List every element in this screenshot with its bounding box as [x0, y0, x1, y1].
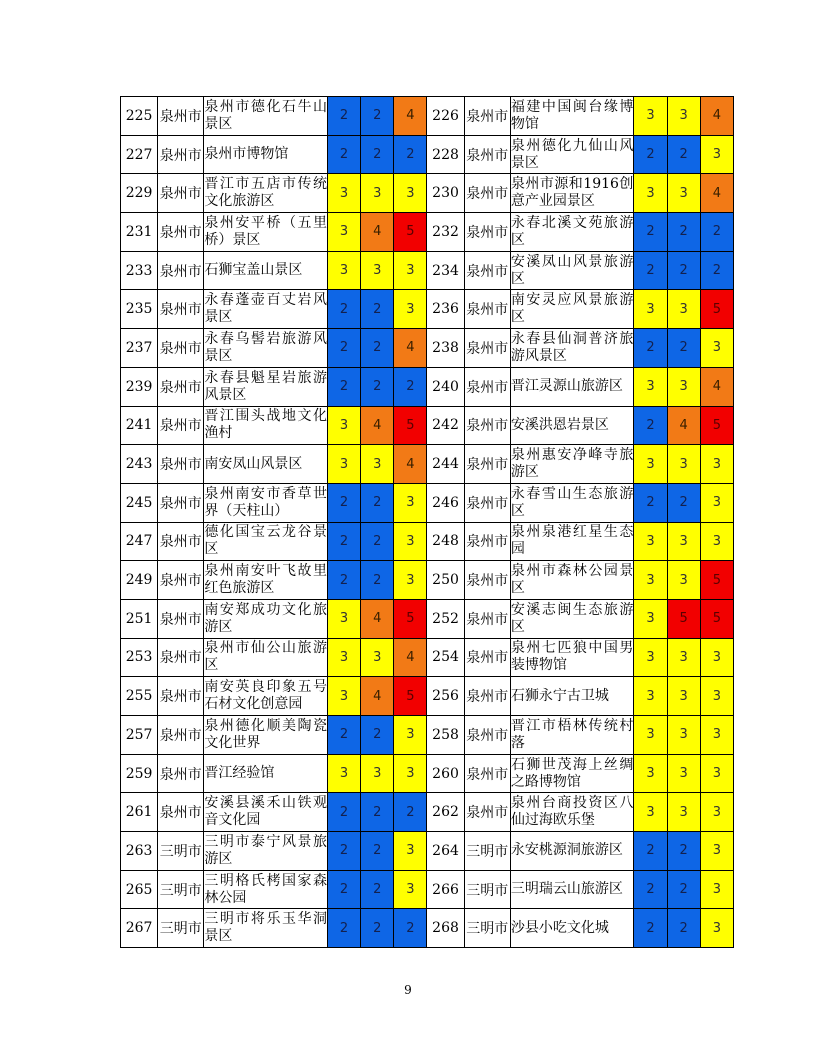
rating-cell: 2: [667, 213, 700, 252]
table-row: [121, 561, 734, 600]
rating-cell: 5: [667, 599, 700, 638]
rating-cell: 3: [327, 251, 360, 290]
rating-cell: 2: [394, 793, 427, 832]
entry-number: 249: [121, 561, 158, 600]
entry-number: 255: [121, 677, 158, 716]
rating-cell: 3: [700, 677, 733, 716]
rating-cell: 2: [327, 870, 360, 909]
rating-cell: 5: [394, 406, 427, 445]
entry-number: 234: [427, 251, 464, 290]
rating-cell: 2: [394, 367, 427, 406]
rating-cell: 3: [667, 638, 700, 677]
rating-cell: 2: [667, 483, 700, 522]
rating-cell: 2: [327, 367, 360, 406]
city-name: 泉州市: [464, 793, 510, 832]
rating-cell: 3: [700, 832, 733, 871]
scenic-area-name: 永春乌髻岩旅游风景区: [204, 329, 328, 368]
entry-number: 232: [427, 213, 464, 252]
city-name: 泉州市: [158, 522, 204, 561]
city-name: 泉州市: [158, 406, 204, 445]
table-row: [121, 522, 734, 561]
rating-cell: 3: [327, 213, 360, 252]
entry-number: 228: [427, 135, 464, 174]
rating-cell: 2: [361, 290, 394, 329]
city-name: 泉州市: [158, 174, 204, 213]
rating-cell: 2: [361, 832, 394, 871]
scenic-area-name: 永春蓬壶百丈岩风景区: [204, 290, 328, 329]
rating-cell: 2: [361, 870, 394, 909]
entry-number: 265: [121, 870, 158, 909]
city-name: 泉州市: [464, 97, 510, 136]
rating-cell: 4: [394, 638, 427, 677]
scenic-area-name: 南安灵应风景旅游区: [510, 290, 634, 329]
rating-cell: 4: [361, 213, 394, 252]
rating-cell: 3: [394, 754, 427, 793]
scenic-area-name: 南安凤山风景区: [204, 445, 328, 484]
rating-cell: 2: [667, 870, 700, 909]
rating-cell: 3: [361, 445, 394, 484]
scenic-area-name: 石狮世茂海上丝绸之路博物馆: [510, 754, 634, 793]
rating-cell: 4: [361, 406, 394, 445]
rating-cell: 2: [327, 716, 360, 755]
scenic-area-name: 安溪县溪禾山铁观音文化园: [204, 793, 328, 832]
rating-cell: 4: [394, 97, 427, 136]
scenic-area-name: 永春雪山生态旅游区: [510, 483, 634, 522]
rating-cell: 2: [634, 251, 667, 290]
city-name: 泉州市: [158, 213, 204, 252]
rating-cell: 2: [634, 870, 667, 909]
scenic-area-name: 晋江市五店市传统文化旅游区: [204, 174, 328, 213]
table-row: [121, 716, 734, 755]
rating-cell: 2: [667, 135, 700, 174]
entry-number: 240: [427, 367, 464, 406]
rating-cell: 3: [700, 754, 733, 793]
rating-cell: 3: [700, 483, 733, 522]
city-name: 泉州市: [158, 367, 204, 406]
rating-cell: 5: [700, 290, 733, 329]
scenic-area-name: 泉州德化九仙山风景区: [510, 135, 634, 174]
table-row: [121, 290, 734, 329]
rating-cell: 3: [634, 599, 667, 638]
scenic-area-name: 泉州市源和1916创意产业园景区: [510, 174, 634, 213]
rating-cell: 3: [667, 290, 700, 329]
rating-cell: 2: [361, 367, 394, 406]
entry-number: 257: [121, 716, 158, 755]
city-name: 泉州市: [464, 483, 510, 522]
entry-number: 251: [121, 599, 158, 638]
rating-cell: 3: [394, 522, 427, 561]
rating-cell: 3: [394, 290, 427, 329]
rating-cell: 2: [327, 832, 360, 871]
entry-number: 256: [427, 677, 464, 716]
scenic-area-name: 南安郑成功文化旅游区: [204, 599, 328, 638]
scenic-area-name: 晋江灵源山旅游区: [510, 367, 634, 406]
rating-cell: 3: [700, 793, 733, 832]
table-row: [121, 406, 734, 445]
rating-cell: 3: [634, 793, 667, 832]
rating-cell: 2: [634, 832, 667, 871]
city-name: 泉州市: [158, 445, 204, 484]
table-row: [121, 174, 734, 213]
scenic-area-name: 永安桃源洞旅游区: [510, 832, 634, 871]
scenic-area-name: 安溪洪恩岩景区: [510, 406, 634, 445]
city-name: 三明市: [464, 909, 510, 948]
city-name: 泉州市: [464, 329, 510, 368]
scenic-area-name: 永春县仙洞普济旅游风景区: [510, 329, 634, 368]
rating-cell: 3: [700, 445, 733, 484]
rating-cell: 4: [394, 329, 427, 368]
city-name: 泉州市: [158, 97, 204, 136]
rating-cell: 3: [634, 174, 667, 213]
rating-cell: 3: [667, 793, 700, 832]
scenic-area-name: 泉州台商投资区八仙过海欧乐堡: [510, 793, 634, 832]
scenic-area-name: 泉州惠安净峰寺旅游区: [510, 445, 634, 484]
rating-cell: 3: [700, 638, 733, 677]
rating-cell: 2: [361, 329, 394, 368]
city-name: 泉州市: [158, 716, 204, 755]
entry-number: 233: [121, 251, 158, 290]
entry-number: 267: [121, 909, 158, 948]
rating-cell: 3: [634, 638, 667, 677]
city-name: 泉州市: [464, 716, 510, 755]
rating-cell: 3: [394, 832, 427, 871]
rating-cell: 3: [700, 522, 733, 561]
rating-cell: 3: [361, 174, 394, 213]
rating-cell: 2: [327, 135, 360, 174]
rating-cell: 2: [327, 290, 360, 329]
rating-cell: 3: [394, 716, 427, 755]
rating-cell: 2: [327, 522, 360, 561]
rating-cell: 3: [700, 909, 733, 948]
rating-cell: 3: [394, 561, 427, 600]
rating-cell: 3: [327, 599, 360, 638]
rating-cell: 3: [667, 716, 700, 755]
entry-number: 266: [427, 870, 464, 909]
city-name: 泉州市: [464, 367, 510, 406]
rating-cell: 3: [634, 445, 667, 484]
scenic-area-name: 泉州七匹狼中国男装博物馆: [510, 638, 634, 677]
scenic-area-name: 泉州市森林公园景区: [510, 561, 634, 600]
rating-cell: 4: [700, 367, 733, 406]
city-name: 泉州市: [464, 251, 510, 290]
rating-cell: 2: [361, 793, 394, 832]
city-name: 泉州市: [464, 290, 510, 329]
rating-cell: 4: [361, 677, 394, 716]
entry-number: 235: [121, 290, 158, 329]
scenic-area-name: 石狮宝盖山景区: [204, 251, 328, 290]
table-row: [121, 135, 734, 174]
rating-cell: 3: [667, 561, 700, 600]
rating-cell: 3: [634, 97, 667, 136]
city-name: 泉州市: [158, 793, 204, 832]
rating-cell: 2: [327, 561, 360, 600]
rating-cell: 3: [634, 716, 667, 755]
scenic-area-name: 泉州安平桥（五里桥）景区: [204, 213, 328, 252]
rating-cell: 3: [327, 174, 360, 213]
rating-cell: 2: [700, 213, 733, 252]
city-name: 泉州市: [464, 213, 510, 252]
table-row: [121, 445, 734, 484]
table-row: [121, 832, 734, 871]
scenic-area-name: 永春北溪文苑旅游区: [510, 213, 634, 252]
rating-cell: 3: [327, 754, 360, 793]
rating-cell: 3: [667, 754, 700, 793]
city-name: 泉州市: [158, 638, 204, 677]
entry-number: 227: [121, 135, 158, 174]
rating-cell: 3: [667, 367, 700, 406]
rating-cell: 3: [361, 754, 394, 793]
rating-cell: 5: [700, 599, 733, 638]
city-name: 泉州市: [464, 638, 510, 677]
scenic-area-name: 德化国宝云龙谷景区: [204, 522, 328, 561]
rating-cell: 4: [361, 599, 394, 638]
rating-cell: 2: [634, 135, 667, 174]
rating-cell: 2: [634, 406, 667, 445]
table-row: [121, 599, 734, 638]
entry-number: 225: [121, 97, 158, 136]
table-row: [121, 213, 734, 252]
city-name: 泉州市: [464, 754, 510, 793]
rating-cell: 2: [634, 483, 667, 522]
scenic-area-name: 石狮永宁古卫城: [510, 677, 634, 716]
rating-cell: 2: [361, 483, 394, 522]
city-name: 泉州市: [158, 561, 204, 600]
scenic-area-name: 三明市将乐玉华洞景区: [204, 909, 328, 948]
city-name: 泉州市: [158, 677, 204, 716]
table-row: [121, 251, 734, 290]
entry-number: 253: [121, 638, 158, 677]
rating-cell: 3: [634, 290, 667, 329]
entry-number: 245: [121, 483, 158, 522]
scenic-area-name: 泉州市德化石牛山景区: [204, 97, 328, 136]
scenic-area-name: 泉州泉港红星生态园: [510, 522, 634, 561]
rating-cell: 2: [361, 909, 394, 948]
rating-cell: 2: [667, 909, 700, 948]
rating-cell: 5: [394, 677, 427, 716]
scenic-area-name: 泉州南安叶飞故里红色旅游区: [204, 561, 328, 600]
scenic-area-name: 晋江经验馆: [204, 754, 328, 793]
table-row: [121, 870, 734, 909]
entry-number: 247: [121, 522, 158, 561]
table-row: [121, 638, 734, 677]
rating-cell: 2: [361, 561, 394, 600]
table-body: [121, 97, 734, 948]
rating-cell: 5: [700, 561, 733, 600]
rating-cell: 4: [394, 445, 427, 484]
entry-number: 241: [121, 406, 158, 445]
rating-cell: 3: [700, 716, 733, 755]
rating-cell: 2: [327, 793, 360, 832]
rating-cell: 3: [634, 367, 667, 406]
entry-number: 242: [427, 406, 464, 445]
rating-cell: 2: [634, 909, 667, 948]
rating-cell: 4: [667, 406, 700, 445]
rating-cell: 3: [700, 329, 733, 368]
table-row: [121, 793, 734, 832]
entry-number: 264: [427, 832, 464, 871]
rating-cell: 3: [327, 406, 360, 445]
city-name: 泉州市: [464, 135, 510, 174]
entry-number: 230: [427, 174, 464, 213]
entry-number: 243: [121, 445, 158, 484]
city-name: 泉州市: [464, 561, 510, 600]
entry-number: 268: [427, 909, 464, 948]
city-name: 泉州市: [158, 251, 204, 290]
rating-cell: 3: [667, 97, 700, 136]
table-row: [121, 754, 734, 793]
scenic-area-name: 永春县魁星岩旅游风景区: [204, 367, 328, 406]
rating-cell: 4: [700, 174, 733, 213]
rating-cell: 3: [327, 677, 360, 716]
rating-cell: 2: [667, 832, 700, 871]
scenic-area-name: 晋江围头战地文化渔村: [204, 406, 328, 445]
scenic-area-name: 泉州市博物馆: [204, 135, 328, 174]
rating-cell: 3: [394, 870, 427, 909]
rating-cell: 2: [394, 135, 427, 174]
scenic-area-name: 泉州德化顺美陶瓷文化世界: [204, 716, 328, 755]
city-name: 泉州市: [464, 522, 510, 561]
entry-number: 238: [427, 329, 464, 368]
rating-cell: 5: [394, 599, 427, 638]
entry-number: 236: [427, 290, 464, 329]
table-row: [121, 367, 734, 406]
city-name: 泉州市: [464, 677, 510, 716]
city-name: 泉州市: [464, 445, 510, 484]
rating-cell: 2: [361, 97, 394, 136]
rating-cell: 2: [634, 329, 667, 368]
rating-cell: 2: [634, 213, 667, 252]
entry-number: 229: [121, 174, 158, 213]
scenic-area-name: 三明格氏栲国家森林公园: [204, 870, 328, 909]
entry-number: 262: [427, 793, 464, 832]
entry-number: 254: [427, 638, 464, 677]
table-row: [121, 97, 734, 136]
scenic-area-name: 三明瑞云山旅游区: [510, 870, 634, 909]
city-name: 泉州市: [158, 290, 204, 329]
table-row: [121, 329, 734, 368]
city-name: 泉州市: [158, 483, 204, 522]
scenic-area-name: 沙县小吃文化城: [510, 909, 634, 948]
city-name: 三明市: [464, 832, 510, 871]
entry-number: 239: [121, 367, 158, 406]
rating-cell: 3: [667, 677, 700, 716]
table-row: [121, 677, 734, 716]
rating-cell: 3: [361, 638, 394, 677]
city-name: 泉州市: [158, 599, 204, 638]
city-name: 泉州市: [158, 754, 204, 793]
city-name: 三明市: [158, 909, 204, 948]
entry-number: 260: [427, 754, 464, 793]
scenic-area-name: 南安英良印象五号石材文化创意园: [204, 677, 328, 716]
scenic-area-name: 三明市泰宁风景旅游区: [204, 832, 328, 871]
city-name: 三明市: [158, 832, 204, 871]
entry-number: 252: [427, 599, 464, 638]
scenic-area-name: 福建中国闽台缘博物馆: [510, 97, 634, 136]
city-name: 泉州市: [158, 135, 204, 174]
rating-cell: 2: [700, 251, 733, 290]
rating-cell: 3: [667, 522, 700, 561]
entry-number: 237: [121, 329, 158, 368]
table-row: [121, 483, 734, 522]
rating-cell: 2: [327, 329, 360, 368]
entry-number: 231: [121, 213, 158, 252]
page-number: 9: [404, 983, 412, 997]
rating-cell: 3: [667, 174, 700, 213]
rating-cell: 2: [361, 522, 394, 561]
entry-number: 258: [427, 716, 464, 755]
entry-number: 250: [427, 561, 464, 600]
rating-cell: 3: [700, 870, 733, 909]
rating-cell: 2: [394, 909, 427, 948]
rating-cell: 2: [327, 97, 360, 136]
scenic-area-name: 安溪志闽生态旅游区: [510, 599, 634, 638]
rating-cell: 3: [634, 561, 667, 600]
rating-cell: 3: [394, 174, 427, 213]
entry-number: 246: [427, 483, 464, 522]
rating-cell: 3: [634, 522, 667, 561]
rating-cell: 3: [634, 754, 667, 793]
entry-number: 261: [121, 793, 158, 832]
rating-cell: 2: [327, 483, 360, 522]
rating-cell: 2: [667, 329, 700, 368]
rating-cell: 3: [394, 251, 427, 290]
city-name: 泉州市: [464, 599, 510, 638]
city-name: 泉州市: [464, 406, 510, 445]
scenic-area-name: 安溪凤山风景旅游区: [510, 251, 634, 290]
rating-cell: 2: [667, 251, 700, 290]
scenic-area-name: 晋江市梧林传统村落: [510, 716, 634, 755]
rating-cell: 2: [361, 716, 394, 755]
city-name: 三明市: [464, 870, 510, 909]
entry-number: 244: [427, 445, 464, 484]
rating-cell: 3: [327, 445, 360, 484]
rating-cell: 3: [394, 483, 427, 522]
city-name: 泉州市: [464, 174, 510, 213]
rating-cell: 2: [361, 135, 394, 174]
rating-cell: 5: [394, 213, 427, 252]
rating-cell: 2: [327, 909, 360, 948]
entry-number: 248: [427, 522, 464, 561]
city-name: 三明市: [158, 870, 204, 909]
rating-cell: 4: [700, 97, 733, 136]
entry-number: 226: [427, 97, 464, 136]
entry-number: 259: [121, 754, 158, 793]
rating-cell: 3: [327, 638, 360, 677]
rating-cell: 3: [361, 251, 394, 290]
rating-cell: 3: [667, 445, 700, 484]
rating-cell: 5: [700, 406, 733, 445]
scenic-area-name: 泉州南安市香草世界（天柱山）: [204, 483, 328, 522]
scenic-area-rating-table: [120, 96, 734, 948]
rating-cell: 3: [700, 135, 733, 174]
table-row: [121, 909, 734, 948]
city-name: 泉州市: [158, 329, 204, 368]
scenic-area-name: 泉州市仙公山旅游区: [204, 638, 328, 677]
rating-cell: 3: [634, 677, 667, 716]
entry-number: 263: [121, 832, 158, 871]
